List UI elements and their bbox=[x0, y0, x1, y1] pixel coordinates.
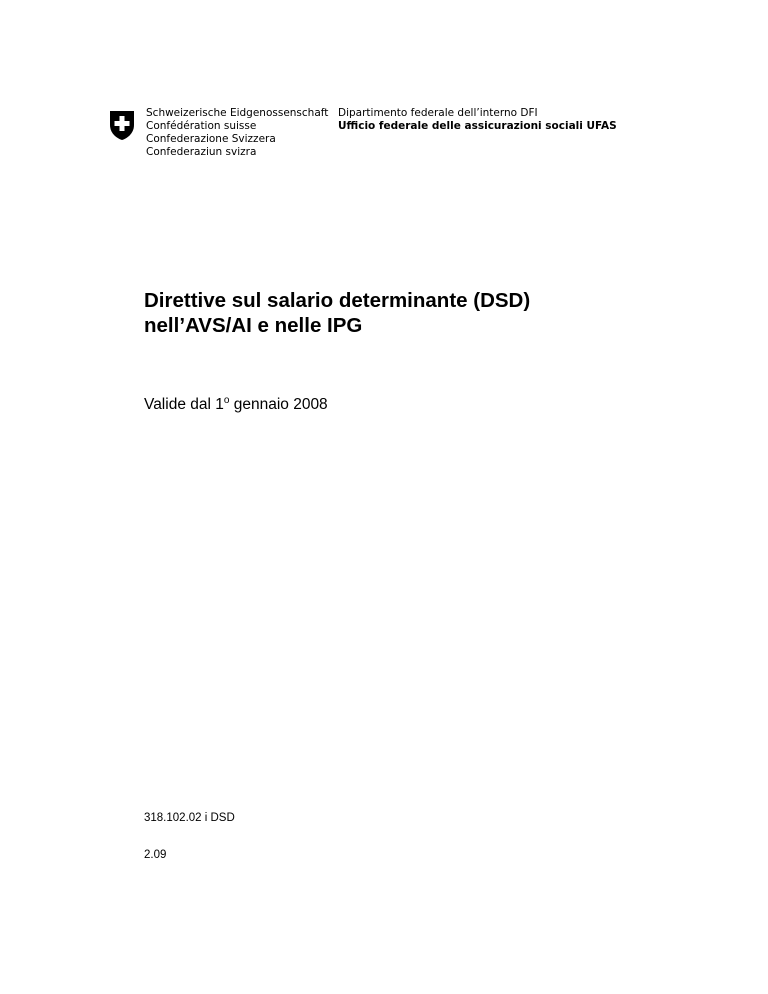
title-line-2: nell’AVS/AI e nelle IPG bbox=[144, 314, 363, 337]
department-block bbox=[338, 107, 617, 133]
department-name: Dipartimento federale dell’interno DFI bbox=[338, 107, 538, 119]
validity-prefix: Valide dal 1 bbox=[144, 396, 224, 413]
document-version: 2.09 bbox=[144, 849, 167, 861]
confederation-line-fr: Confédération suisse bbox=[146, 120, 257, 132]
document-number: 318.102.02 i DSD bbox=[144, 812, 235, 824]
validity-date bbox=[144, 395, 328, 415]
confederation-line-de: Schweizerische Eidgenossenschaft bbox=[146, 107, 329, 119]
validity-superscript: o bbox=[223, 394, 230, 406]
title-line-1: Direttive sul salario determinante (DSD) bbox=[144, 289, 531, 312]
confederation-line-rm: Confederaziun svizra bbox=[146, 146, 257, 158]
office-name: Ufficio federale delle assicurazioni sociali UFAS bbox=[338, 120, 617, 132]
swiss-crest-icon bbox=[108, 109, 136, 141]
letterhead bbox=[108, 107, 668, 167]
validity-suffix: gennaio 2008 bbox=[229, 396, 328, 413]
confederation-name bbox=[146, 107, 328, 159]
confederation-line-it: Confederazione Svizzera bbox=[146, 133, 276, 145]
document-title bbox=[144, 288, 704, 338]
